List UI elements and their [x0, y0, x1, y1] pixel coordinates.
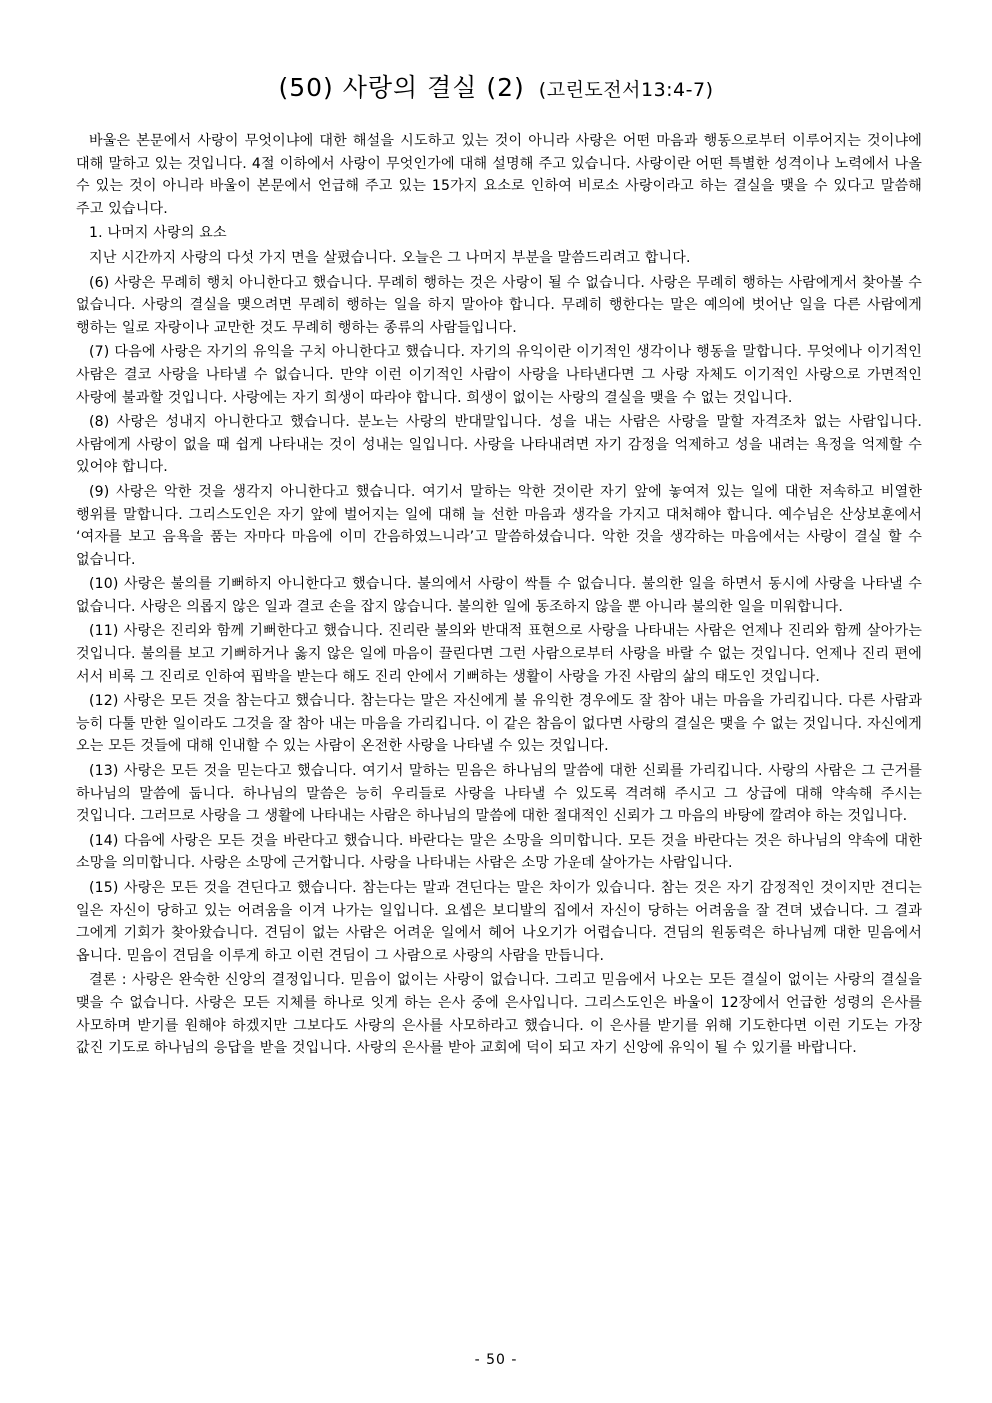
paragraph-point-15: (15) 사랑은 모든 것을 견딘다고 했습니다. 참는다는 말과 견딘다는 말은 차이가 있습니다. 참는 것은 자기 감정적인 것이지만 견디는 일은 자신이 당하고 있는 어려움을 이겨 나가는 일입니다. 요셉은 보디발의 집에서 자신이 당하는 어려움을 잘 견뎌 냈습니다. 그 결과 그에게 기회가 찾아왔습니다. 견딤이 없는 사람은 어려운 일에서 헤어 나오기가 어렵습니다. 견딤의 원동력은 하나님께 대한 믿음에서 옵니다. 믿음이 견딤을 이루게 하고 이런 견딤이 그 사람으로 사랑의 사람을 만듭니다.: [76, 880, 922, 964]
paragraph-point-9: (9) 사랑은 악한 것을 생각지 아니한다고 했습니다. 여기서 말하는 악한 것이란 자기 앞에 놓여져 있는 일에 대한 저속하고 비열한 행위를 말합니다. 그리스도인은 자기 앞에 벌어지는 일에 대해 늘 선한 마음과 생각을 가지고 대처해야 합니다. 예수님은 산상보훈에서 ‘여자를 보고 음욕을 품는 자마다 마음에 이미 간음하였느니라’고 말씀하셨습니다. 악한 것을 생각하는 마음에서는 사랑이 결실 할 수 없습니다.: [76, 483, 922, 568]
paragraph-point-14: (14) 다음에 사랑은 모든 것을 바란다고 했습니다. 바란다는 말은 소망을 의미합니다. 모든 것을 바란다는 것은 하나님의 약속에 대한 소망을 의미합니다. 사랑은 소망에 근거합니다. 사랑을 나타내는 사람은 소망 가운데 살아가는 사람입니다.: [76, 832, 922, 872]
paragraph-point-12: (12) 사랑은 모든 것을 참는다고 했습니다. 참는다는 말은 자신에게 불 유익한 경우에도 잘 참아 내는 마음을 가리킵니다. 다른 사람과 능히 다툴 만한 일이라도 그것을 잘 참아 내는 마음을 가리킵니다. 이 같은 참음이 없다면 사랑의 결실은 맺을 수 없는 것입니다. 자신에게 오는 모든 것들에 대해 인내할 수 있는 사람이 온전한 사랑을 나타낼 수 있는 것입니다.: [76, 693, 922, 755]
paragraph-point-11: (11) 사랑은 진리와 함께 기뻐한다고 했습니다. 진리란 불의와 반대적 표현으로 사랑을 나타내는 사람은 언제나 진리와 함께 살아가는 것입니다. 불의를 보고 기뻐하거나 옳지 않은 일에 마음이 끌린다면 그런 사람으로부터 사랑을 바랄 수 없는 것입니다. 언제나 진리 편에 서서 비록 그 진리로 인하여 핍박을 받는다 해도 진리 안에서 기뻐하는 생활이 사랑을 가진 사람의 삶의 태도인 것입니다.: [76, 623, 922, 685]
body-text: [76, 130, 922, 1062]
paragraph-point-8: (8) 사랑은 성내지 아니한다고 했습니다. 분노는 사랑의 반대말입니다. 성을 내는 사람은 사랑을 말할 자격조차 없는 사람입니다. 사람에게 사랑이 없을 때 쉽게 나타내는 것이 성내는 일입니다. 사랑을 나타내려면 자기 감정을 억제하고 성을 내려는 욕정을 억제할 수 있어야 합니다.: [76, 414, 922, 476]
paragraph-point-13: (13) 사랑은 모든 것을 믿는다고 했습니다. 여기서 말하는 믿음은 하나님의 말씀에 대한 신뢰를 가리킵니다. 사랑의 사람은 그 근거를 하나님의 말씀에 둡니다. 하나님의 말씀은 능히 우리들로 사랑을 나타낼 수 있도록 격려해 주시고 그 상급에 대해 약속해 주시는 것입니다. 그러므로 사랑을 그 생활에 나타내는 사람은 하나님의 말씀에 대한 절대적인 신뢰가 그 마음의 바탕에 깔려야 하는 것입니다.: [76, 763, 922, 825]
section-heading: 1. 나머지 사랑의 요소: [89, 225, 227, 242]
title-row: [0, 68, 992, 104]
paragraph-point-7: (7) 다음에 사랑은 자기의 유익을 구치 아니한다고 했습니다. 자기의 유익이란 이기적인 생각이나 행동을 말합니다. 무엇에나 이기적인 사람은 결코 사랑을 나타낼 수 없습니다. 만약 이런 이기적인 사람이 사랑을 나타낸다면 그 사랑 자체도 이기적인 사랑으로 가면적인 사랑에 불과할 것입니다. 사랑에는 자기 희생이 따라야 합니다. 희생이 없이는 사랑의 결실을 맺을 수 없는 것입니다.: [76, 344, 922, 406]
paragraph-point-6: (6) 사랑은 무례히 행치 아니한다고 했습니다. 무례히 행하는 것은 사랑이 될 수 없습니다. 사랑은 무례히 행하는 사람에게서 찾아볼 수 없습니다. 사랑의 결실을 맺으려면 무례히 행하는 일을 하지 말아야 합니다. 무례히 행한다는 말은 예의에 벗어난 일을 다른 사람에게 행하는 일로 자랑이나 교만한 것도 무례히 행하는 종류의 사람들입니다.: [76, 274, 922, 336]
paragraph-recap: 지난 시간까지 사랑의 다섯 가지 면을 살폈습니다. 오늘은 그 나머지 부분을 말씀드리려고 합니다.: [89, 249, 691, 266]
page-title: (50) 사랑의 결실 (2): [278, 73, 525, 102]
paragraph-intro: 바울은 본문에서 사랑이 무엇이냐에 대한 해설을 시도하고 있는 것이 아니라 사랑은 어떤 마음과 행동으로부터 이루어지는 것이냐에 대해 말하고 있는 것입니다. 4절 이하에서 사랑이 무엇인가에 대해 설명해 주고 있습니다. 사랑이란 어떤 특별한 성격이나 노력에서 나올 수 있는 것이 아니라 바울이 본문에서 언급해 주고 있는 15가지 요소로 인하여 비로소 사랑이라고 하는 결실을 맺을 수 있다고 말씀해 주고 있습니다.: [76, 133, 922, 217]
paragraph-point-10: (10) 사랑은 불의를 기뻐하지 아니한다고 했습니다. 불의에서 사랑이 싹틀 수 없습니다. 불의한 일을 하면서 동시에 사랑을 나타낼 수 없습니다. 사랑은 의롭지 않은 일과 결코 손을 잡지 않습니다. 불의한 일에 동조하지 않을 뿐 아니라 불의한 일을 미워합니다.: [76, 576, 922, 615]
scripture-reference: (고린도전서13:4-7): [538, 79, 714, 101]
paragraph-conclusion: 결론 : 사랑은 완숙한 신앙의 결정입니다. 믿음이 없이는 사랑이 없습니다. 그리고 믿음에서 나오는 모든 결실이 없이는 사랑의 결실을 맺을 수 없습니다. 사랑은 모든 지체를 하나로 잇게 하는 은사 중에 은사입니다. 그리스도인은 바울이 12장에서 언급한 성령의 은사를 사모하며 받기를 원해야 하겠지만 그보다도 사랑의 은사를 사모하라고 했습니다. 이 은사를 받기를 위해 기도한다면 이런 기도는 가장 값진 기도로 하나님의 응답을 받을 것입니다. 사랑의 은사를 받아 교회에 덕이 되고 자기 신앙에 유익이 될 수 있기를 바랍니다.: [76, 972, 922, 1057]
page-number: - 50 -: [474, 1352, 518, 1368]
